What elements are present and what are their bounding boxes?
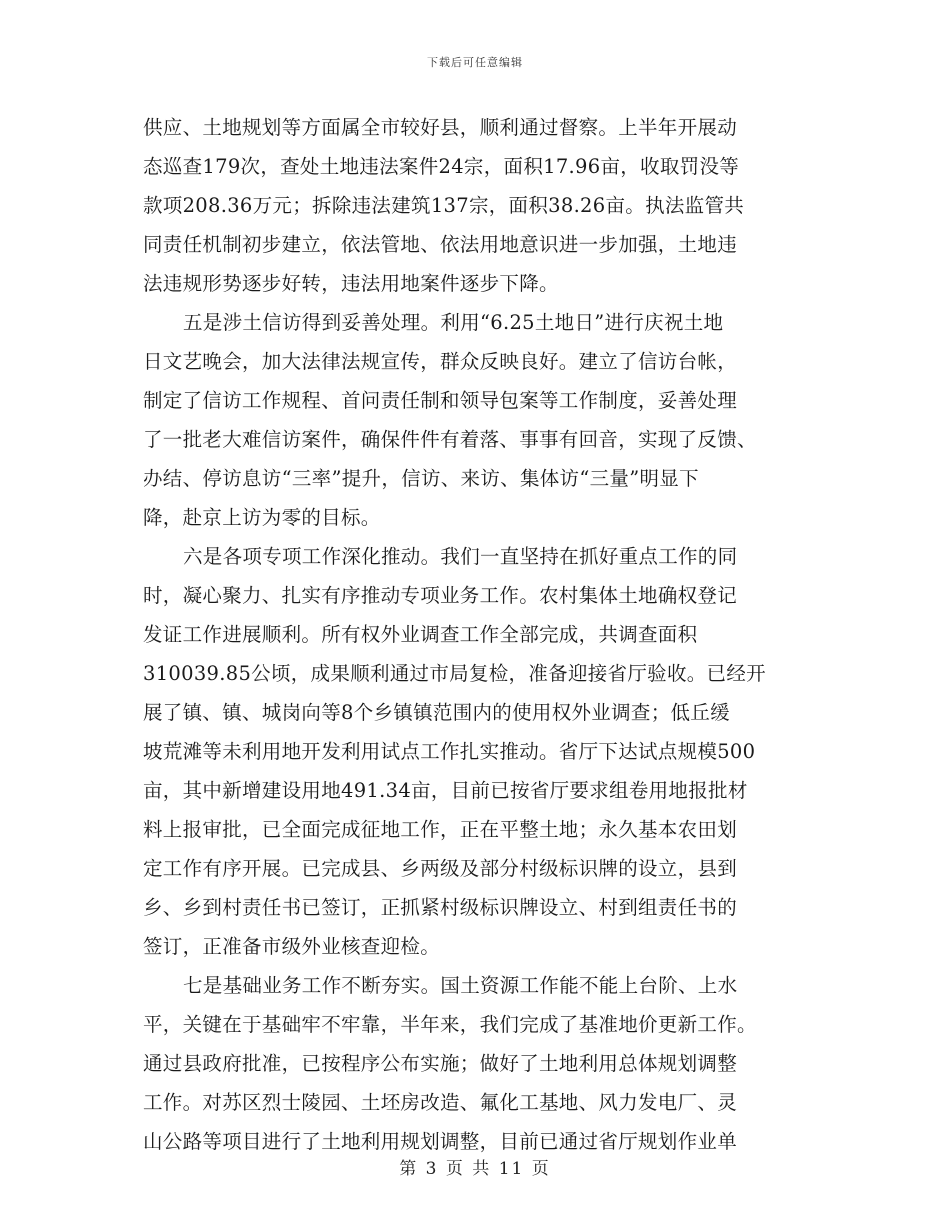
body-text-line: 制定了信访工作规程、首问责任制和领导包案等工作制度，妥善处理 xyxy=(143,389,738,412)
body-text-line: 降，赴京上访为零的目标。 xyxy=(143,506,381,529)
body-text-line: 定工作有序开展。已完成县、乡两级及部分村级标识牌的设立，县到 xyxy=(143,857,738,880)
body-text-line: 通过县政府批准，已按程序公布实施；做好了土地利用总体规划调整 xyxy=(143,1052,738,1075)
body-text-line: 发证工作进展顺利。所有权外业调查工作全部完成，共调查面积 xyxy=(143,623,698,646)
body-text-line: 七是基础业务工作不断夯实。国土资源工作能不能上台阶、上水 xyxy=(183,974,738,997)
body-text-line: 工作。对苏区烈士陵园、土坯房改造、氟化工基地、风力发电厂、灵 xyxy=(143,1091,738,1114)
body-text-line: 日文艺晚会，加大法律法规宣传，群众反映良好。建立了信访台帐， xyxy=(143,350,738,373)
body-text-line: 六是各项专项工作深化推动。我们一直坚持在抓好重点工作的同 xyxy=(183,545,738,568)
page-footer: 第 3 页 共 11 页 xyxy=(399,1159,551,1179)
body-text-line: 山公路等项目进行了土地利用规划调整，目前已通过省厅规划作业单 xyxy=(143,1130,738,1153)
body-text-line: 供应、土地规划等方面属全市较好县，顺利通过督察。上半年开展动 xyxy=(143,116,738,139)
body-text-line: 乡、乡到村责任书已签订，正抓紧村级标识牌设立、村到组责任书的 xyxy=(143,896,738,919)
body-text-line: 时，凝心聚力、扎实有序推动专项业务工作。农村集体土地确权登记 xyxy=(143,584,738,607)
body-text-line: 展了镇、镇、城岗向等8个乡镇镇范围内的使用权外业调查；低丘缓 xyxy=(143,701,730,724)
body-text-line: 签订，正准备市级外业核查迎检。 xyxy=(143,935,441,958)
body-text-line: 款项208.36万元；拆除违法建筑137宗，面积38.26亩。执法监管共 xyxy=(143,194,745,217)
body-text-line: 料上报审批，已全面完成征地工作，正在平整土地；永久基本农田划 xyxy=(143,818,738,841)
body-text-line: 法违规形势逐步好转，违法用地案件逐步下降。 xyxy=(143,272,559,295)
page-header-note: 下载后可任意编辑 xyxy=(427,56,523,69)
body-text-line: 态巡查179次，查处土地违法案件24宗，面积17.96亩，收取罚没等 xyxy=(143,155,740,178)
body-text-line: 办结、停访息访“三率”提升，信访、来访、集体访“三量”明显下 xyxy=(143,467,699,490)
body-text-line: 同责任机制初步建立，依法管地、依法用地意识进一步加强，土地违 xyxy=(143,233,738,256)
body-text-line: 310039.85公顷，成果顺利通过市局复检，准备迎接省厅验收。已经开 xyxy=(143,662,766,685)
body-text-line: 亩，其中新增建设用地491.34亩，目前已按省厅要求组卷用地报批材 xyxy=(143,779,748,802)
body-text-line: 了一批老大难信访案件，确保件件有着落、事事有回音，实现了反馈、 xyxy=(143,428,757,451)
body-text-line: 五是涉土信访得到妥善处理。利用“6.25土地日”进行庆祝土地 xyxy=(183,311,724,334)
document-body xyxy=(143,108,811,1161)
body-text-line: 平，关键在于基础牢不牢靠，半年来，我们完成了基准地价更新工作。 xyxy=(143,1013,757,1036)
body-text-line: 坡荒滩等未利用地开发利用试点工作扎实推动。省厅下达试点规模500 xyxy=(143,740,756,763)
